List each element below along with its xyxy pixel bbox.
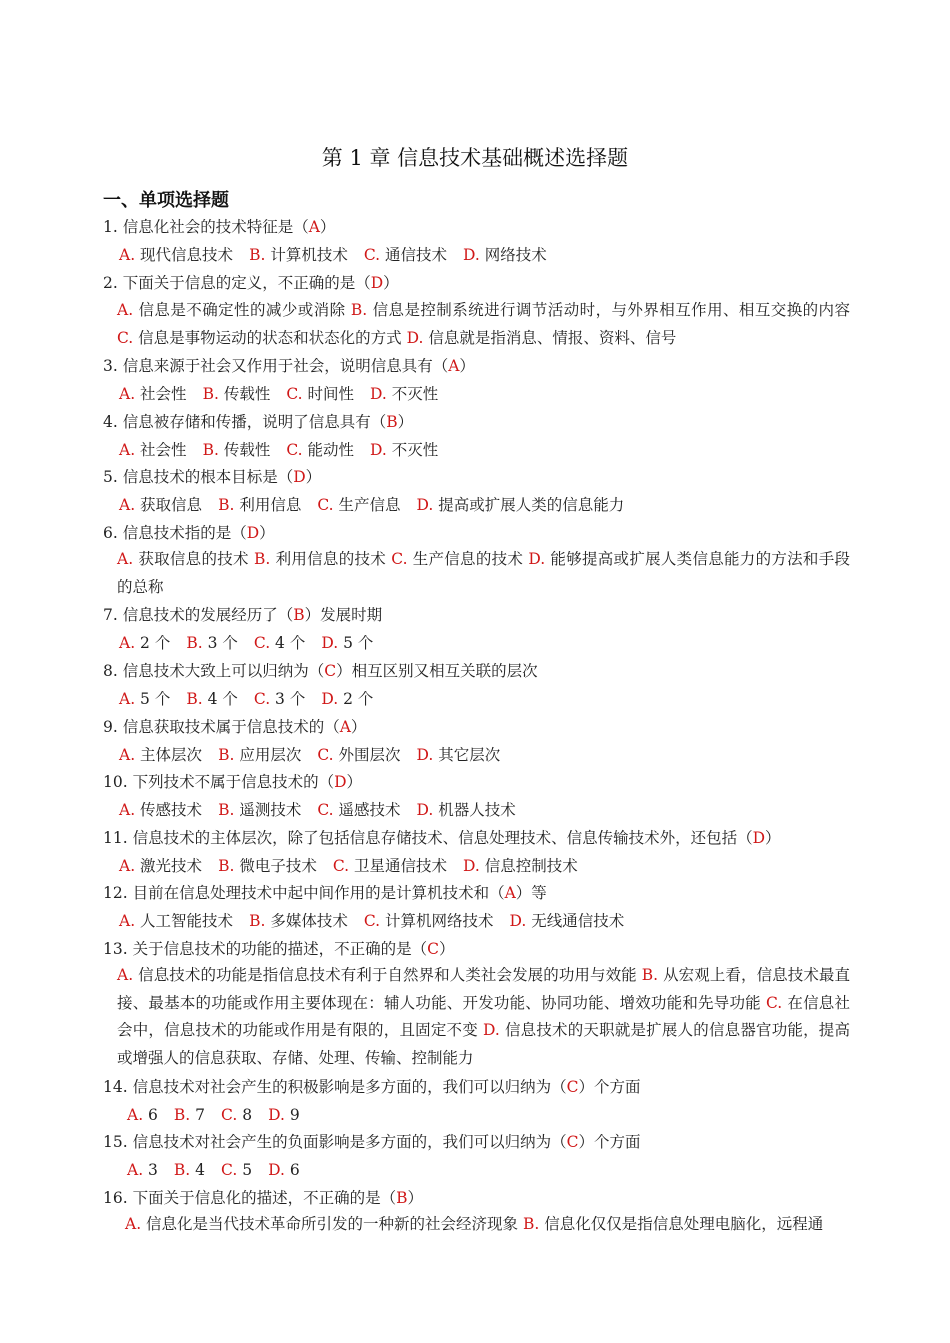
option-item [463,857,578,875]
option-item [119,634,170,652]
option-letter: A. [117,550,134,568]
answer-letter: C [427,940,439,958]
option-letter: C. [253,634,271,652]
option-item [249,246,348,264]
option-letter: A. [125,1215,142,1233]
option-item [203,441,271,459]
option-letter: A. [119,857,136,875]
stem-text: 8. 信息技术大致上可以归纳为（ [103,662,325,680]
answer-letter: A [448,357,460,375]
option-letter: D. [268,1161,285,1179]
option-letter: A. [119,634,136,652]
question-stem [103,216,335,238]
option-letter: B. [249,246,266,264]
answer-letter: D [334,773,347,791]
question-stem [103,716,366,738]
option-text: 信息是事物运动的状态和状态化的方式 [133,328,402,347]
option-item [407,329,677,347]
option-letter: D. [268,1106,285,1124]
option-item [127,1106,158,1124]
stem-text: ）等 [515,884,547,902]
option-text: 能够提高或扩展人类信息能力的方法和手段的总称 [117,550,850,596]
option-item [218,801,301,819]
option-text: 信息是控制系统进行调节活动时，与外界相互作用、相互交换的内容 [367,301,850,319]
stem-text: 4. 信息被存储和传播，说明了信息具有（ [103,413,387,431]
option-text: 5 个 [135,690,171,708]
option-item [186,690,238,708]
option-letter: D. [416,746,434,764]
option-item [370,385,438,403]
question-stem [103,1076,640,1098]
options-block [127,1159,316,1181]
stem-text: ） [765,829,781,847]
option-letter: A. [119,746,136,764]
option-item [286,385,354,403]
option-item [174,1161,205,1179]
option-text: 计算机技术 [265,246,348,264]
option-letter: A. [119,246,136,264]
stem-text: ） [438,940,455,958]
answer-letter: A [339,718,351,736]
question-stem [103,411,413,433]
option-text: 3 个 [202,634,238,652]
option-text: 多媒体技术 [265,912,348,930]
stem-text: ）个方面 [578,1078,641,1096]
option-item [119,746,202,764]
option-item [218,857,317,875]
stem-text: ） [319,218,336,236]
answer-letter: C [324,662,337,680]
options-block [117,546,850,601]
option-letter: C. [221,1106,238,1124]
option-item [510,912,625,930]
option-item [119,385,187,403]
option-text: 信息技术的功能是指信息技术有利于自然界和人类社会发展的功用与效能 [133,966,637,984]
option-letter: C. [363,246,381,264]
option-letter: A. [127,1106,144,1124]
option-letter: B. [173,1161,191,1179]
option-letter: D. [528,550,546,568]
option-item [333,857,447,875]
option-letter: B. [641,966,659,984]
option-item [317,801,400,819]
answer-letter: A [308,218,320,236]
option-letter: B. [350,301,368,319]
stem-text: 1. 信息化社会的技术特征是（ [103,218,309,236]
option-item [286,441,354,459]
option-item [218,746,301,764]
stem-text: ） [350,718,367,736]
option-item [218,496,301,514]
option-text: 不灭性 [386,441,439,459]
option-item [317,746,400,764]
option-item [364,912,494,930]
question-stem [103,272,399,294]
option-item [221,1161,252,1179]
option-text: 提高或扩展人类的信息能力 [433,496,625,514]
option-item [523,1215,823,1233]
option-item [119,857,202,875]
option-letter: A. [119,690,136,708]
option-text: 信息化仅仅是指信息处理电脑化，远程通 [539,1215,824,1233]
question-stem [103,771,362,793]
question-stem [103,827,781,849]
option-letter: B. [523,1215,540,1233]
option-item [174,1106,205,1124]
option-item [364,246,447,264]
options-block [119,688,389,710]
option-text: 5 个 [338,634,374,652]
option-text: 8 [237,1106,253,1124]
options-block [127,1104,316,1126]
option-text: 传载性 [218,441,271,459]
option-letter: B. [218,746,235,764]
options-block [117,297,850,352]
option-text: 外围层次 [333,746,401,764]
stem-text: 11. 信息技术的主体层次，除了包括信息存储技术、信息处理技术、信息传输技术外，还包括（ [103,829,753,847]
option-letter: D. [509,912,527,930]
option-text: 通信技术 [380,246,447,264]
option-letter: A. [119,441,136,459]
option-text: 卫星通信技术 [349,857,447,875]
option-letter: C. [317,746,334,764]
option-letter: C. [286,385,303,403]
option-letter: B. [202,441,219,459]
option-letter: B. [202,385,219,403]
question-stem [103,1187,423,1209]
options-block [119,244,563,266]
option-item [321,690,373,708]
option-text: 2 个 [338,690,374,708]
option-text: 社会性 [135,441,187,459]
stem-text: ） [259,524,275,542]
stem-text: ）相互区别又相互关联的层次 [336,662,538,680]
option-text: 生产信息的技术 [407,550,524,568]
answer-letter: D [370,274,384,292]
option-text: 微电子技术 [234,857,317,875]
option-item [417,496,625,514]
option-text: 信息就是指消息、情报、资料、信号 [423,328,677,347]
option-text: 社会性 [135,385,187,403]
stem-text: 9. 信息获取技术属于信息技术的（ [103,718,340,736]
options-block [119,744,516,766]
options-block [119,494,640,516]
option-letter: D. [370,385,387,403]
question-stem [103,355,475,377]
option-item [186,634,238,652]
option-letter: B. [249,912,266,930]
option-item [117,966,637,984]
option-letter: A. [117,966,134,984]
answer-letter: D [246,524,260,542]
option-item [117,550,249,568]
option-letter: D. [321,690,339,708]
question-stem [103,882,547,904]
option-letter: B. [218,857,235,875]
stem-text: 5. 信息技术的根本目标是（ [103,468,294,486]
option-text: 现代信息技术 [135,246,234,264]
option-item [221,1106,252,1124]
stem-text: ） [383,274,399,292]
stem-text: 7. 信息技术的发展经历了（ [103,606,294,624]
stem-text: 16. 下面关于信息化的描述，不正确的是（ [103,1189,397,1207]
option-text: 利用信息 [234,496,302,514]
option-item [268,1106,300,1124]
option-text: 主体层次 [135,746,203,764]
option-text: 人工智能技术 [135,912,234,930]
stem-text: ） [305,468,322,486]
option-text: 生产信息 [333,496,401,514]
option-letter: C. [286,441,303,459]
option-letter: C. [332,857,350,875]
options-block [119,632,389,654]
options-block [119,855,594,877]
option-item [351,301,850,319]
option-text: 在信息社会中，信息技术的功能或作用是有限的，且固定不变 [117,993,850,1040]
option-letter: D. [416,801,434,819]
option-text: 2 个 [135,634,171,652]
option-item [463,246,547,264]
option-text: 信息技术的天职就是扩展人的信息器官功能，提高或增强人的信息获取、存储、处理、传输、控制能力 [117,1021,850,1067]
option-item [254,690,305,708]
option-letter: B. [173,1106,191,1124]
page-title: 第 1 章 信息技术基础概述选择题 [321,146,629,170]
option-text: 3 个 [270,690,306,708]
option-text: 信息控制技术 [479,857,578,875]
question-stem [103,466,321,488]
option-text: 9 [284,1106,300,1124]
option-letter: D. [483,1021,500,1040]
option-item [119,801,202,819]
option-item [119,246,233,264]
option-text: 5 [237,1161,253,1179]
question-stem [103,522,275,544]
option-text: 计算机网络技术 [380,912,494,930]
option-item [417,801,516,819]
options-block [119,910,640,932]
option-item [417,746,501,764]
option-item [254,634,305,652]
stem-text: 2. 下面关于信息的定义，不正确的是（ [103,274,371,292]
option-letter: C. [363,912,381,930]
option-letter: B. [254,550,271,568]
option-text: 从宏观上看，信息技术最直接、最基本的功能或作用主要体现在：辅人功能、开发功能、协同功能、增效功能和先导功能 [117,966,850,1012]
option-item [125,1215,518,1233]
question-stem [103,1131,640,1153]
answer-letter: C [566,1133,579,1151]
option-letter: C. [391,550,408,568]
stem-text: 15. 信息技术对社会产生的负面影响是多方面的，我们可以归纳为（ [103,1133,567,1151]
question-stem [103,938,454,960]
option-text: 信息化是当代技术革命所引发的一种新的社会经济现象 [141,1215,519,1233]
option-letter: A. [117,301,134,319]
stem-text: ）个方面 [578,1133,641,1151]
answer-letter: D [752,829,766,847]
options-block [119,799,532,821]
option-letter: B. [186,634,203,652]
section-heading: 一、单项选择题 [103,190,229,211]
stem-text: ） [407,1189,423,1207]
stem-text: ） [346,773,363,791]
option-text: 4 个 [202,690,238,708]
answer-letter: D [293,468,306,486]
option-text: 获取信息 [135,496,203,514]
option-letter: A. [119,496,136,514]
option-letter: A. [119,912,136,930]
stem-text: 10. 下列技术不属于信息技术的（ [103,773,335,791]
option-letter: D. [321,634,339,652]
option-item [119,441,187,459]
options-block [117,962,850,1072]
option-item [117,301,346,319]
option-text: 6 [143,1106,158,1124]
answer-letter: B [396,1189,408,1207]
stem-text: ）发展时期 [304,606,383,624]
option-letter: B. [218,801,235,819]
option-letter: D. [406,328,424,347]
option-text: 4 [190,1161,206,1179]
option-letter: D. [416,496,434,514]
option-letter: A. [119,801,136,819]
option-text: 激光技术 [135,857,203,875]
options-block [119,439,454,461]
option-text: 时间性 [302,385,354,403]
options-block [125,1211,858,1239]
option-letter: C. [317,801,334,819]
question-stem [103,604,382,626]
option-item [268,1161,300,1179]
stem-text: 14. 信息技术对社会产生的积极影响是多方面的，我们可以归纳为（ [103,1078,567,1096]
option-item [254,550,386,568]
option-letter: B. [218,496,235,514]
option-letter: A. [119,385,136,403]
option-letter: C. [317,496,334,514]
option-letter: C. [253,690,271,708]
options-block [119,383,454,405]
stem-text: ） [459,357,475,375]
option-letter: C. [766,993,783,1012]
option-text: 获取信息的技术 [133,550,249,568]
stem-text: 12. 目前在信息处理技术中起中间作用的是计算机技术和（ [103,884,505,902]
option-item [249,912,348,930]
option-item [203,385,271,403]
option-letter: A. [127,1161,144,1179]
option-text: 6 [284,1161,300,1179]
option-item [317,496,400,514]
option-item [127,1161,158,1179]
answer-letter: C [566,1078,579,1096]
option-text: 3 [143,1161,158,1179]
option-letter: D. [370,441,387,459]
option-letter: D. [463,857,480,875]
option-text: 信息是不确定性的减少或消除 [133,301,346,319]
option-letter: D. [463,246,480,264]
stem-text: ） [397,413,414,431]
option-text: 应用层次 [234,746,302,764]
option-item [370,441,438,459]
option-text: 无线通信技术 [526,912,625,930]
question-stem [103,660,538,682]
answer-letter: B [386,413,398,431]
option-item [391,550,523,568]
option-letter: C. [221,1161,238,1179]
option-text: 7 [190,1106,206,1124]
stem-text: 6. 信息技术指的是（ [103,524,247,542]
option-text: 利用信息的技术 [270,550,387,568]
option-letter: B. [186,690,203,708]
stem-text: 13. 关于信息技术的功能的描述，不正确的是（ [103,940,428,958]
option-text: 传载性 [218,385,271,403]
option-item [119,690,170,708]
option-text: 遥感技术 [333,801,401,819]
option-item [321,634,373,652]
option-item [119,496,202,514]
option-text: 4 个 [270,634,306,652]
option-text: 遥测技术 [234,801,302,819]
stem-text: 3. 信息来源于社会又作用于社会，说明信息具有（ [103,357,449,375]
option-text: 网络技术 [479,246,547,264]
option-text: 其它层次 [433,746,501,764]
answer-letter: A [504,884,516,902]
answer-letter: B [293,606,305,624]
option-item [117,329,402,347]
option-letter: C. [117,328,134,347]
option-item [119,912,233,930]
option-text: 机器人技术 [433,801,516,819]
option-text: 能动性 [302,441,354,459]
option-text: 不灭性 [386,385,439,403]
option-text: 传感技术 [135,801,203,819]
